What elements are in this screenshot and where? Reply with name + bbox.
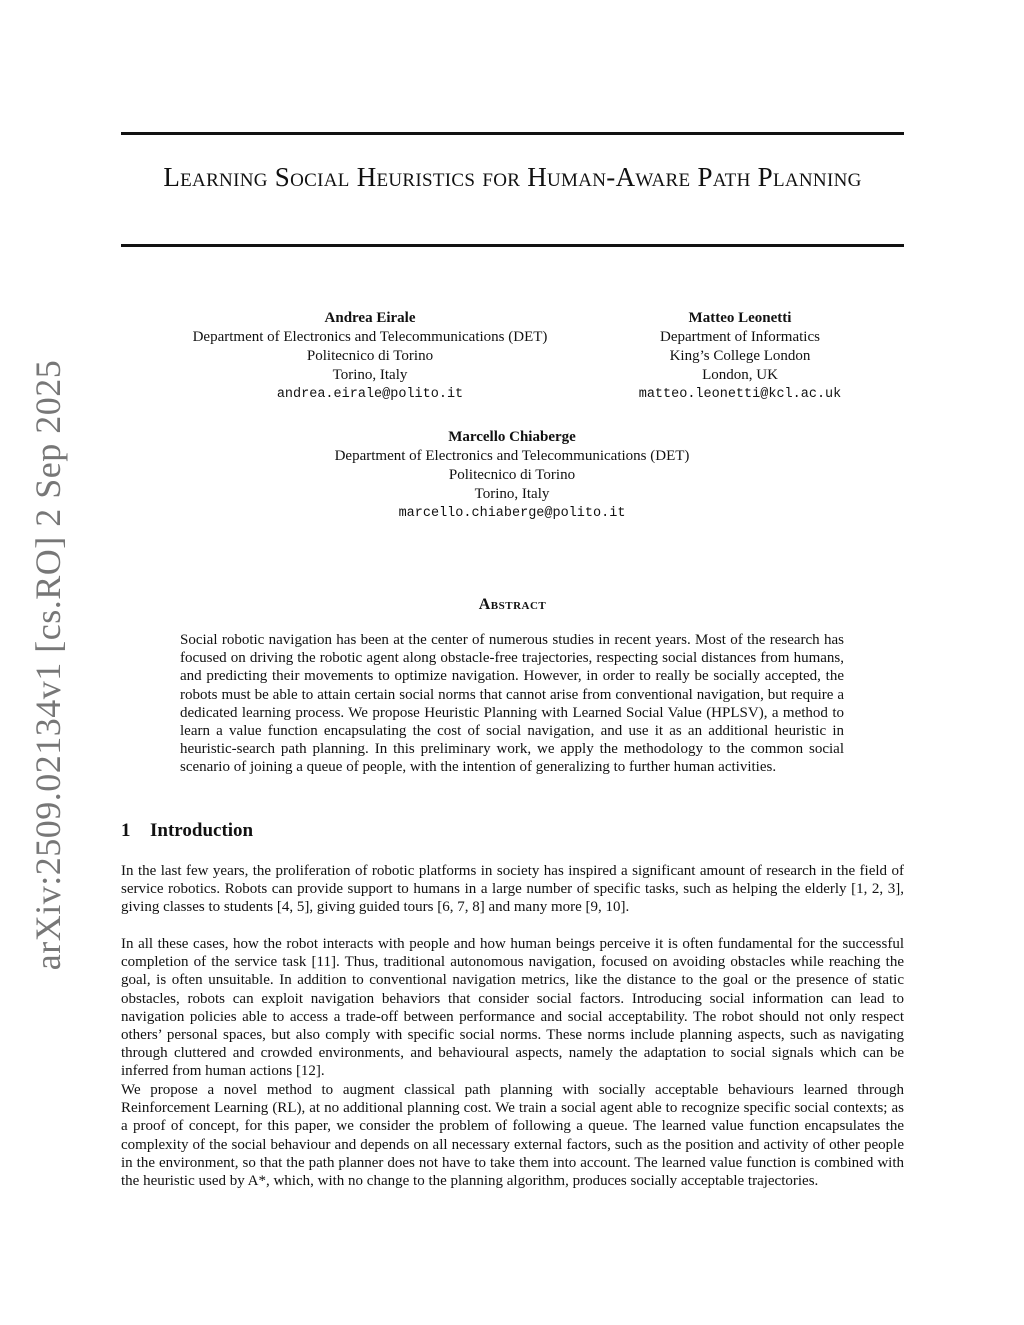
- section-title: Introduction: [150, 820, 254, 841]
- author-institution: Politecnico di Torino: [448, 467, 576, 483]
- author-block-2: [600, 309, 880, 404]
- author-email[interactable]: andrea.eirale@polito.it: [276, 387, 464, 402]
- intro-paragraph-3: We propose a novel method to augment classical path planning with socially acceptable behaviours learned through Reinforcement Learning (RL), at no additional planning cost. We train a social agent able to recognize specific social contexts; as a proof of concept, for this paper, we consider the problem of following a queue. The learned value function encapsulates the complexity of the social behaviour and depends on all necessary external factors, such as the position and activity of other people in the environment, so that the path planner does not have to take them into account. The learned value function is combined with the heuristic used by A*, which, with no change to the planning algorithm, produces socially acceptable trajectories.: [121, 1082, 904, 1190]
- section-number: 1: [121, 820, 131, 841]
- author-email[interactable]: marcello.chiaberge@polito.it: [398, 506, 626, 521]
- author-name: Marcello Chiaberge: [448, 429, 576, 445]
- arxiv-identifier: [28, 359, 68, 971]
- author-department: Department of Electronics and Telecommunications (DET): [334, 448, 690, 464]
- title-top-rule: [121, 132, 904, 135]
- author-email[interactable]: matteo.leonetti@kcl.ac.uk: [638, 387, 842, 402]
- author-institution: King’s College London: [669, 348, 811, 364]
- author-location: Torino, Italy: [474, 486, 550, 502]
- author-location: London, UK: [702, 367, 778, 383]
- intro-paragraph-1: In the last few years, the proliferation of robotic platforms in society has inspired a significant amount of research in the field of service robotics. Robots can provide support to humans in a large number of specific tasks, such as helping the elderly [1, 2, 3], giving classes to students [4, 5], giving guided tours [6, 7, 8] and many more [9, 10].: [121, 863, 904, 916]
- author-block-1: [160, 309, 580, 404]
- author-institution: Politecnico di Torino: [306, 348, 434, 364]
- author-name: Andrea Eirale: [324, 310, 416, 326]
- abstract-heading: Abstract: [478, 596, 547, 613]
- title-bottom-rule: [121, 244, 904, 247]
- section-heading: [121, 820, 253, 842]
- abstract-text: Social robotic navigation has been at the center of numerous studies in recent years. Most of the research has focused on driving the robotic agent along obstacle-free trajectories, respecting social distances from humans, and predicting their movements to optimize navigation. However, in order to really be socially accepted, the robots must be able to attain certain social norms that cannot arise from conventional navigation, but require a dedicated learning process. We propose Heuristic Planning with Learned Social Value (HPLSV), a method to learn a value function encapsulating the cost of social navigation, and use it as an additional heuristic in heuristic-search path planning. In this preliminary work, we apply the methodology to the common social scenario of joining a queue of people, with the intention of generalizing to further human activities.: [180, 632, 844, 776]
- author-name: Matteo Leonetti: [688, 310, 792, 326]
- author-department: Department of Informatics: [660, 329, 820, 345]
- paper-title: Learning Social Heuristics for Human-Aware Path Planning: [163, 162, 862, 192]
- author-location: Torino, Italy: [332, 367, 408, 383]
- arxiv-identifier-text: arXiv:2509.02134v1 [cs.RO] 2 Sep 2025: [28, 359, 68, 971]
- intro-paragraph-2: In all these cases, how the robot interacts with people and how human beings perceive it is often fundamental for the successful completion of the service task [11]. Thus, traditional autonomous navigation, focused on avoiding obstacles while reaching the goal, is often unsuitable. In addition to conventional navigation metrics, like the distance to the goal or the presence of static obstacles, robots can exploit navigation behaviors that consider social factors. Introducing social information can lead to navigation policies able to access a trade-off between performance and social acceptability. The robot should not only respect others’ personal spaces, but also comply with specific social norms. These norms include planning aspects, such as navigating through cluttered and crowded environments, and behavioural aspects, namely the adaptation to social signals which can be inferred from human actions [12].: [121, 936, 904, 1080]
- author-department: Department of Electronics and Telecommunications (DET): [192, 329, 548, 345]
- author-block-3: [300, 428, 724, 523]
